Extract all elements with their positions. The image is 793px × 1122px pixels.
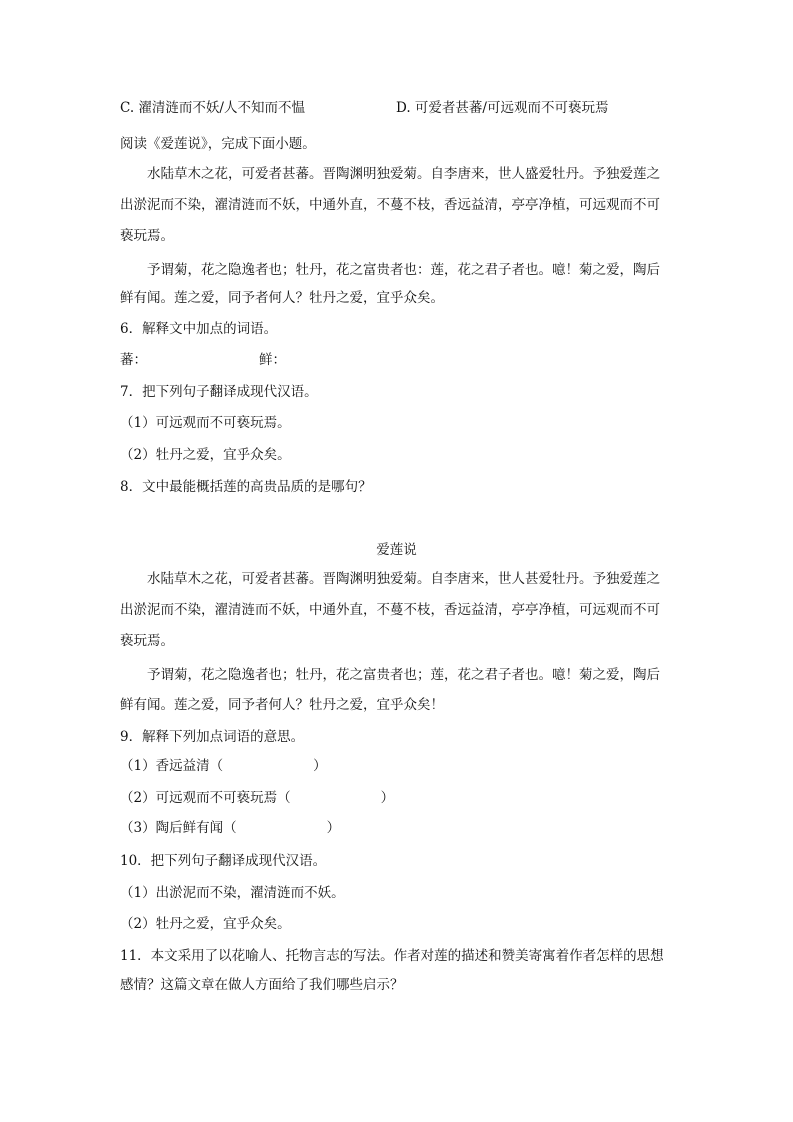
q10-sentence-2: （2）牡丹之爱，宜乎众矣。 <box>120 916 291 932</box>
reading1-p1-line1: 水陆草木之花，可爱者甚蕃。晋陶渊明独爱菊。自李唐来，世人盛爱牡丹。予独爱莲之 <box>147 166 660 182</box>
reading2-p2-line2: 鲜有闻。莲之爱，同予者何人？牡丹之爱，宜乎众矣！ <box>120 697 444 713</box>
q9-item-3-text: （3）陶后鲜有闻（ <box>120 820 237 836</box>
q9-item-1 <box>120 756 327 776</box>
reading1-p1-line3: 亵玩焉。 <box>120 228 174 244</box>
q10-stem: 10．把下列句子翻译成现代汉语。 <box>120 853 327 869</box>
q9-close-paren: ） <box>313 758 327 774</box>
q6-stem: 6．解释文中加点的词语。 <box>120 321 278 337</box>
reading2-p1-line3: 亵玩焉。 <box>120 633 174 649</box>
q10-sentence-1: （1）出淤泥而不染，濯清涟而不妖。 <box>120 885 345 901</box>
q6-answer-a: 蕃： <box>120 352 147 368</box>
reading2-title: 爱莲说 <box>376 542 417 558</box>
q9-close-paren: ） <box>326 820 341 836</box>
q9-item-1-text: （1）香远益清（ <box>120 758 224 774</box>
q9-item-2 <box>120 788 394 808</box>
q7-stem: 7．把下列句子翻译成现代汉语。 <box>120 384 318 400</box>
q9-close-paren: ） <box>380 790 395 806</box>
reading2-p1-line1: 水陆草木之花，可爱者甚蕃。晋陶渊明独爱菊。自李唐来，世人甚爱牡丹。予独爱莲之 <box>147 571 660 587</box>
reading2-p1-line2: 出淤泥而不染，濯清涟而不妖，中通外直，不蔓不枝，香远益清，亭亭净植，可远观而不可 <box>120 602 660 618</box>
q11-line1: 11．本文采用了以花喻人、托物言志的写法。作者对莲的描述和赞美寄寓着作者怎样的思想 <box>120 948 664 964</box>
option-c-text: C. 濯清涟而不妖/人不知而不愠 <box>120 100 305 116</box>
q7-sentence-2: （2）牡丹之爱，宜乎众矣。 <box>120 447 291 463</box>
reading1-p2-line1: 予谓菊，花之隐逸者也；牡丹，花之富贵者也：莲，花之君子者也。噫！菊之爱，陶后 <box>147 262 660 278</box>
reading1-p1-line2: 出淤泥而不染，濯清涟而不妖，中通外直，不蔓不枝，香远益清，亭亭净植，可远观而不可 <box>120 197 660 213</box>
q6-answer-b: 鲜： <box>259 352 286 368</box>
q7-sentence-1: （1）可远观而不可亵玩焉。 <box>120 415 291 431</box>
reading1-intro: 阅读《爱莲说》，完成下面小题。 <box>120 136 316 152</box>
reading1-p2-line2: 鲜有闻。莲之爱，同予者何人？牡丹之爱，宜乎众矣。 <box>120 290 444 306</box>
reading2-p2-line1: 予谓菊，花之隐逸者也；牡丹，花之富贵者也；莲，花之君子者也。噫！菊之爱，陶后 <box>147 667 660 683</box>
q8-stem: 8．文中最能概括莲的高贵品质的是哪句？ <box>120 479 372 495</box>
option-d-text: D. 可爱者甚蕃/可远观而不可亵玩焉 <box>396 100 609 116</box>
option-c <box>120 98 305 118</box>
option-d <box>396 98 608 118</box>
q9-item-3 <box>120 818 340 838</box>
q9-stem: 9．解释下列加点词语的意思。 <box>120 729 305 745</box>
q9-item-2-text: （2）可远观而不可亵玩焉（ <box>120 790 291 806</box>
q11-line2: 感情？这篇文章在做人方面给了我们哪些启示？ <box>120 977 404 993</box>
